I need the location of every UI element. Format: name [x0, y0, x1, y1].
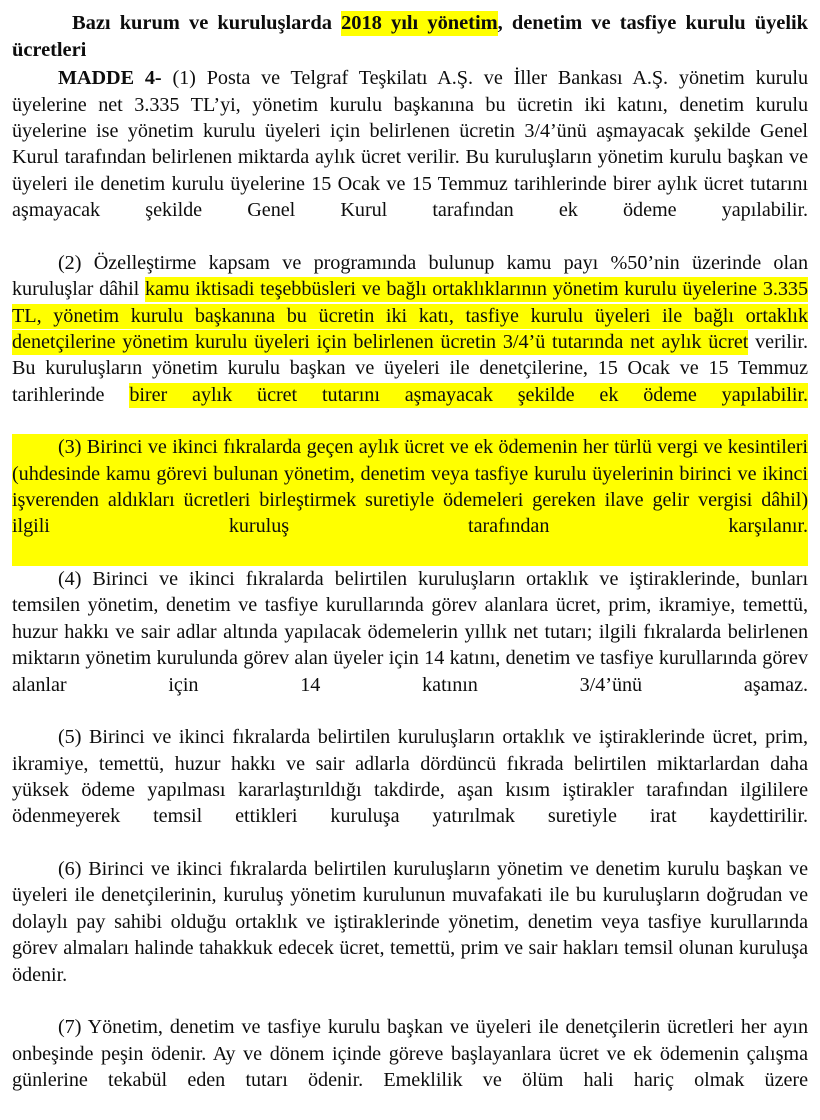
paragraph-segment: (7) Yönetim, denetim ve tasfiye kurulu başkan ve üyeleri ile denetçilerin ücretleri her ayın onbeşinde peşin ödenir. Ay ve dönem içinde göreve başlayanlara ücret ve ek ödemenin çalışma günlerine tekabül eden tutarı ödenir. Emeklilik ve ölüm hali hariç olmak üzere: [12, 1016, 808, 1091]
paragraph-6: [12, 856, 808, 1014]
page-title-lead: Bazı kurum ve kuruluşlarda: [72, 12, 342, 34]
paragraph-segment: (5) Birinci ve ikinci fıkralarda belirtilen kuruluşların ortaklık ve iştiraklerinde ücret, prim, ikramiye, temettü, huzur hakkı ve sair adlarla dördüncü fıkrada belirtilen miktarlardan daha yüksek ödeme yapılması kararlaştırıldığı takdirde, aşan kısım iştirakler tarafından ilgililere ödenmeyerek temsil ettikleri kuruluşa yatırılmak suretiyle irat kaydettirilir.: [12, 726, 808, 828]
page-title-highlight: 2018 yılı yönetim: [341, 12, 498, 34]
page-title: [12, 10, 808, 63]
document-body: [12, 65, 808, 1119]
page-title-tail: , denetim ve tasfiye kurulu üyelik ücretleri: [12, 12, 808, 61]
paragraph-segment: (6) Birinci ve ikinci fıkralarda belirtilen kuruluşların yönetim ve denetim kurulu başkan ve üyeleri ile denetçilerinin, kuruluş yönetim kurulunun muvafakati ile bu kuruluşların doğrudan ve dolaylı pay sahibi olduğu ortaklık ve iştiraklerinde yönetim, denetim veya tasfiye kurullarında görev almaları halinde tahakkuk edecek ücret, temettü, prim ve sair hakları temsil olunan kuruluşa ödenir.: [12, 858, 808, 986]
paragraph-segment: MADDE 4-: [58, 67, 173, 90]
paragraph-segment: kamu iktisadi teşebbüsleri ve bağlı ortaklıklarının yönetim kurulu üyelerine 3.335 TL, yönetim kurulu başkanına bu ücretin iki katı, tasfiye kurulu üyeleri ile bağlı ortaklık denetçilerine yönetim kurulu üyeleri için belirlenen ücretin 3/4’ü tutarında net aylık ücret: [12, 278, 808, 353]
paragraph-4: [12, 566, 808, 724]
paragraph-segment: birer aylık ücret tutarını aşmayacak şekilde ek ödeme yapılabilir.: [129, 383, 808, 406]
paragraph-segment: (2) Özelleştirme kapsam ve programında bulunup kamu payı %50’nin üzerinde olan kuruluşlar dâhil: [12, 251, 808, 301]
paragraph-7: [12, 1014, 808, 1119]
paragraph-5: [12, 724, 808, 856]
paragraph-segment: (1) Posta ve Telgraf Teşkilatı A.Ş. ve İller Bankası A.Ş. yönetim kurulu üyelerine net 3.335 TL’yi, yönetim kurulu başkanına bu ücretin iki katını, denetim kurulu üyelerine ise yönetim kurulu üyeleri için belirlenen ücretin 3/4’ünü aşmayacak şekilde Genel Kurul tarafından belirlenen miktarda aylık ücret verilir. Bu kuruluşların yönetim kurulu başkan ve üyeleri ile denetim kurulu üyelerine 15 Ocak ve 15 Temmuz tarihlerinde birer aylık ücret tutarını aşmayacak şekilde Genel Kurul tarafından ek ödeme yapılabilir.: [12, 67, 808, 222]
paragraph-segment: (3) Birinci ve ikinci fıkralarda geçen aylık ücret ve ek ödemenin her türlü vergi ve kesintileri (uhdesinde kamu görevi bulunan yönetim, denetim veya tasfiye kurulu üyelerinin birinci ve ikinci işverenden aldıkları ücretleri birleştirmek suretiyle ödemeleri gereken ilave gelir vergisi dâhil) ilgili kuruluş tarafından karşılanır.: [12, 436, 808, 538]
paragraph-segment: (4) Birinci ve ikinci fıkralarda belirtilen kuruluşların ortaklık ve iştiraklerinde, bunları temsilen yönetim, denetim ve tasfiye kurullarında görev alanlara ücret, prim, ikramiye, temettü, huzur hakkı ve sair adlar altında yapılacak ödemelerin yıllık net tutarı; ilgili fıkralarda belirlenen miktarın yönetim kurulunda görev alan üyeler için 14 katını, denetim ve tasfiye kurullarında görev alanlar için 14 katının 3/4’ünü aşamaz.: [12, 568, 808, 696]
paragraph-1: [12, 65, 808, 250]
paragraph-segment: verilir. Bu kuruluşların yönetim kurulu başkan ve üyeleri ile denetçilerine, 15 Ocak ve 15 Temmuz tarihlerinde: [12, 330, 808, 406]
paragraph-3: [12, 434, 808, 566]
paragraph-2: [12, 250, 808, 435]
